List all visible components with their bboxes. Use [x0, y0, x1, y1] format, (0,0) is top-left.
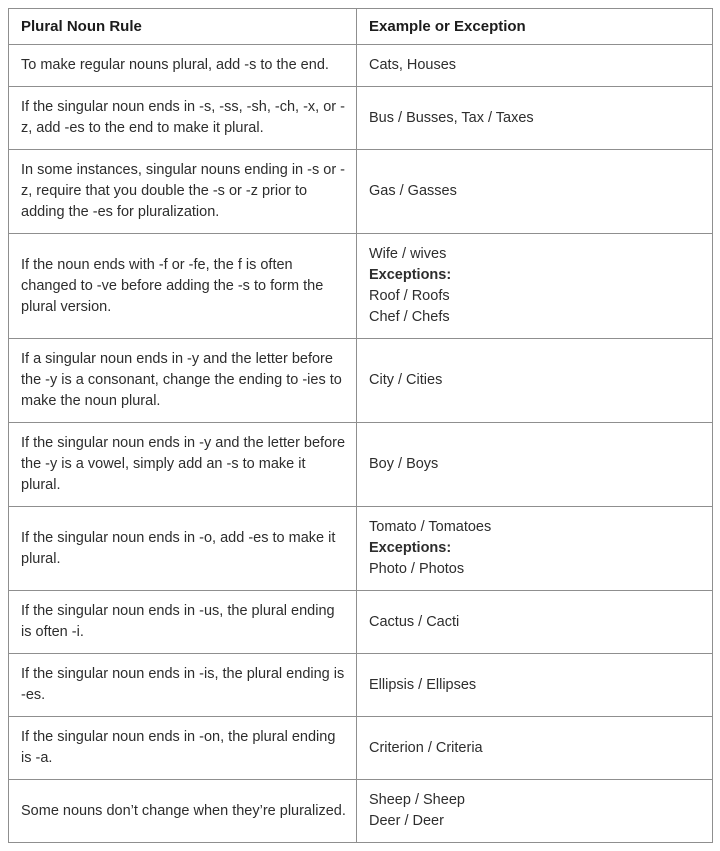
example-line: Deer / Deer [369, 813, 444, 829]
example-line: Roof / Roofs [369, 288, 450, 304]
rule-cell: If a singular noun ends in -y and the letter before the -y is a consonant, change the ending to -ies to make the noun plural. [9, 339, 357, 423]
plural-noun-rules-table [8, 8, 713, 843]
example-cell [357, 87, 713, 150]
example-line: Tomato / Tomatoes [369, 519, 492, 535]
example-cell [357, 591, 713, 654]
table-row [9, 717, 713, 780]
example-line: Chef / Chefs [369, 309, 450, 325]
table-row [9, 45, 713, 87]
example-line: Cactus / Cacti [369, 613, 460, 630]
table-row [9, 423, 713, 507]
example-cell [357, 423, 713, 507]
table-row [9, 150, 713, 234]
table-row [9, 591, 713, 654]
example-line: Gas / Gasses [369, 183, 457, 199]
header-row [9, 9, 713, 45]
example-line: Ellipsis / Ellipses [369, 676, 477, 693]
column-header-example: Example or Exception [357, 9, 713, 45]
example-cell [357, 717, 713, 780]
rule-cell: To make regular nouns plural, add -s to the end. [9, 45, 357, 87]
example-cell [357, 45, 713, 87]
example-line: Wife / wives [369, 246, 447, 262]
table-row [9, 87, 713, 150]
exceptions-label: Exceptions: [369, 540, 452, 556]
example-line: Photo / Photos [369, 561, 465, 577]
rule-cell: If the noun ends with -f or -fe, the f is often changed to -ve before adding the -s to form the plural version. [9, 234, 357, 339]
rule-cell: If the singular noun ends in -y and the letter before the -y is a vowel, simply add an -s to make it plural. [9, 423, 357, 507]
example-cell [357, 654, 713, 717]
example-cell [357, 234, 713, 339]
example-line: Cats, Houses [369, 57, 457, 73]
table-row [9, 780, 713, 843]
rule-cell: If the singular noun ends in -is, the plural ending is -es. [9, 654, 357, 717]
example-line: Boy / Boys [369, 456, 439, 472]
example-line: Criterion / Criteria [369, 739, 483, 756]
example-line: City / Cities [369, 372, 443, 388]
rule-cell: If the singular noun ends in -us, the plural ending is often -i. [9, 591, 357, 654]
column-header-rule: Plural Noun Rule [9, 9, 357, 45]
example-cell [357, 780, 713, 843]
rule-cell: In some instances, singular nouns ending in -s or -z, require that you double the -s or -z prior to adding the -es for pluralization. [9, 150, 357, 234]
rule-cell: Some nouns don’t change when they’re pluralized. [9, 780, 357, 843]
example-line: Sheep / Sheep [369, 792, 465, 808]
example-line: Bus / Busses, Tax / Taxes [369, 109, 534, 126]
rule-cell: If the singular noun ends in -o, add -es to make it plural. [9, 507, 357, 591]
rule-cell: If the singular noun ends in -s, -ss, -sh, -ch, -x, or -z, add -es to the end to make it plural. [9, 87, 357, 150]
table-row [9, 339, 713, 423]
rule-cell: If the singular noun ends in -on, the plural ending is -a. [9, 717, 357, 780]
exceptions-label: Exceptions: [369, 267, 452, 283]
example-cell [357, 507, 713, 591]
example-cell [357, 150, 713, 234]
example-cell [357, 339, 713, 423]
table-row [9, 507, 713, 591]
table-row [9, 234, 713, 339]
table-row [9, 654, 713, 717]
